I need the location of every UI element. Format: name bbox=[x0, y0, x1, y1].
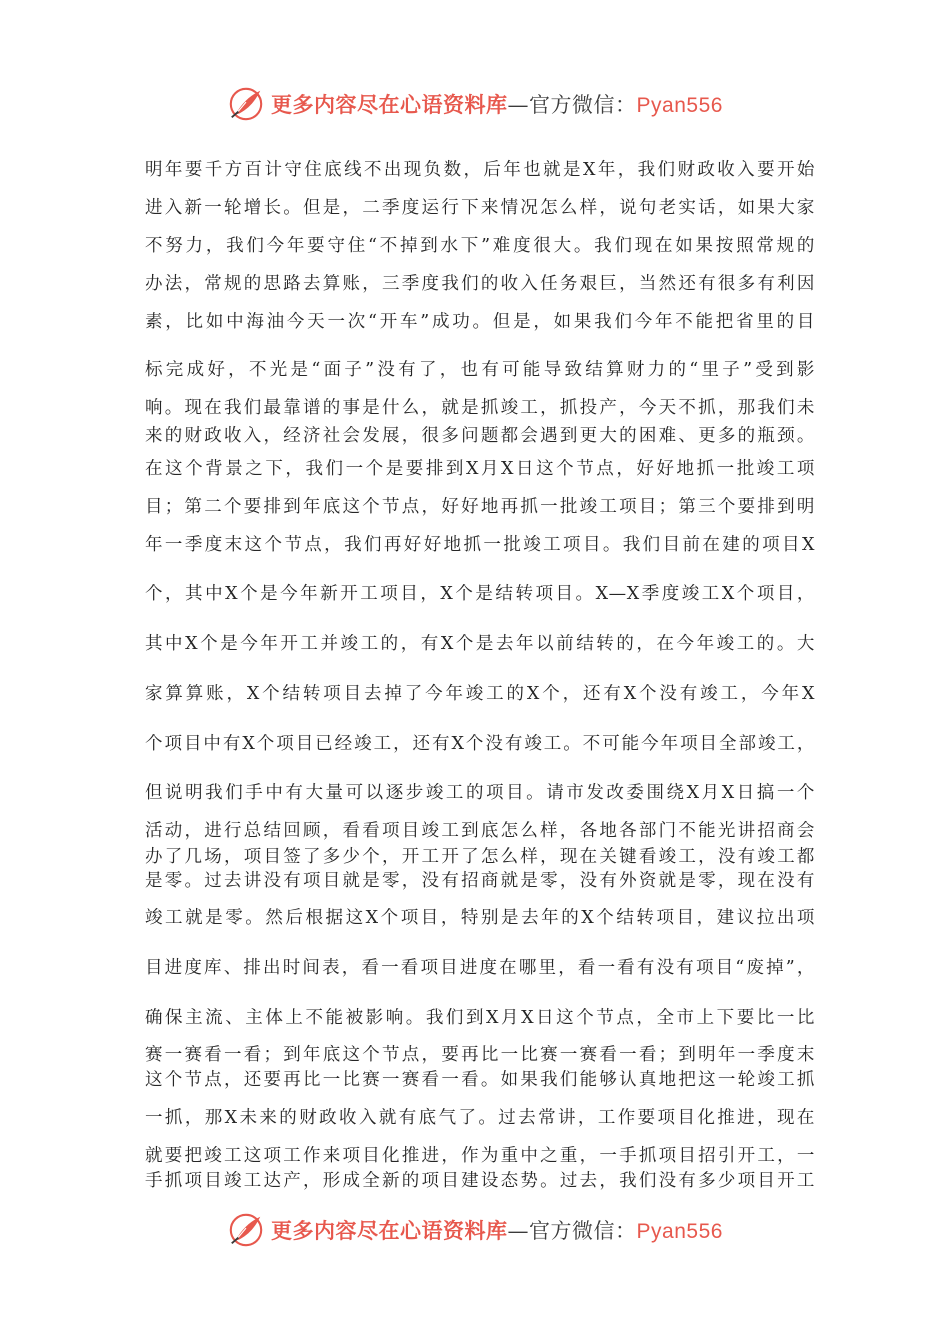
body-line: 不努力，我们今年要守住“不掉到水下”难度很大。我们现在如果按照常规的 bbox=[145, 236, 815, 256]
footer-banner-highlight: 更多内容尽在心语资料库 bbox=[271, 1218, 508, 1243]
body-line: 活动，进行总结回顾，看看项目竣工到底怎么样，各地各部门不能光讲招商会 bbox=[145, 821, 815, 841]
body-line: 目；第二个要排到年底这个节点，好好地再抓一批竣工项目；第三个要排到明 bbox=[145, 497, 815, 517]
quill-logo-icon bbox=[227, 1211, 265, 1249]
body-line: 响。现在我们最靠谱的事是什么，就是抓竣工，抓投产，今天不抓，那我们未 bbox=[145, 398, 815, 418]
footer-banner bbox=[0, 1210, 950, 1250]
body-line: 标完成好，不光是“面子”没有了，也有可能导致结算财力的“里子”受到影 bbox=[145, 360, 815, 380]
body-line: 但说明我们手中有大量可以逐步竣工的项目。请市发改委围绕X月X日搞一个 bbox=[145, 783, 815, 803]
body-line: 竣工就是零。然后根据这X个项目，特别是去年的X个结转项目，建议拉出项 bbox=[145, 908, 815, 928]
header-wechat-label: 官方微信： bbox=[529, 93, 637, 117]
body-line: 素，比如中海油今天一次“开车”成功。但是，如果我们今年不能把省里的目 bbox=[145, 312, 815, 332]
body-line: 其中X个是今年开工并竣工的，有X个是去年以前结转的，在今年竣工的。大 bbox=[145, 634, 815, 654]
body-line: 办了几场，项目签了多少个，开工开了怎么样，现在关键看竣工，没有竣工都 bbox=[145, 847, 815, 867]
body-line: 年一季度末这个节点，我们再好好地抓一批竣工项目。我们目前在建的项目X bbox=[145, 535, 815, 555]
footer-wechat-label: 官方微信： bbox=[529, 1219, 637, 1243]
header-wechat-id: Pyan556 bbox=[636, 94, 723, 117]
header-banner-highlight: 更多内容尽在心语资料库 bbox=[271, 92, 508, 117]
header-banner-dash: — bbox=[507, 93, 530, 117]
body-line: 一抓，那X未来的财政收入就有底气了。过去常讲，工作要项目化推进，现在 bbox=[145, 1108, 815, 1128]
body-line: 是零。过去讲没有项目就是零，没有招商就是零，没有外资就是零，现在没有 bbox=[145, 871, 815, 891]
body-line: 目进度库、排出时间表，看一看项目进度在哪里，看一看有没有项目“废掉”， bbox=[145, 958, 815, 978]
body-line: 这个节点，还要再比一比赛一赛看一看。如果我们能够认真地把这一轮竣工抓 bbox=[145, 1070, 815, 1090]
body-line: 就要把竣工这项工作来项目化推进，作为重中之重，一手抓项目招引开工，一 bbox=[145, 1146, 815, 1166]
footer-wechat-id: Pyan556 bbox=[636, 1220, 723, 1243]
body-line: 家算算账，X个结转项目去掉了今年竣工的X个，还有X个没有竣工，今年X bbox=[145, 684, 815, 704]
body-line: 个项目中有X个项目已经竣工，还有X个没有竣工。不可能今年项目全部竣工， bbox=[145, 734, 815, 754]
body-line: 明年要千方百计守住底线不出现负数，后年也就是X年，我们财政收入要开始 bbox=[145, 160, 815, 180]
body-line: 进入新一轮增长。但是，二季度运行下来情况怎么样，说句老实话，如果大家 bbox=[145, 198, 815, 218]
quill-logo-icon bbox=[227, 85, 265, 123]
body-line: 确保主流、主体上不能被影响。我们到X月X日这个节点，全市上下要比一比 bbox=[145, 1008, 815, 1028]
body-line: 在这个背景之下，我们一个是要排到X月X日这个节点，好好地抓一批竣工项 bbox=[145, 459, 815, 479]
body-line: 手抓项目竣工达产，形成全新的项目建设态势。过去，我们没有多少项目开工 bbox=[145, 1171, 815, 1191]
body-line: 赛一赛看一看；到年底这个节点，要再比一比赛一赛看一看；到明年一季度末 bbox=[145, 1045, 815, 1065]
body-line: 来的财政收入，经济社会发展，很多问题都会遇到更大的困难、更多的瓶颈。 bbox=[145, 426, 815, 446]
body-line: 个，其中X个是今年新开工项目，X个是结转项目。X—X季度竣工X个项目， bbox=[145, 584, 815, 604]
footer-banner-text bbox=[271, 1215, 723, 1245]
header-banner-text bbox=[271, 89, 723, 119]
footer-banner-dash: — bbox=[507, 1219, 530, 1243]
header-banner bbox=[0, 84, 950, 124]
body-line: 办法，常规的思路去算账，三季度我们的收入任务艰巨，当然还有很多有利因 bbox=[145, 274, 815, 294]
